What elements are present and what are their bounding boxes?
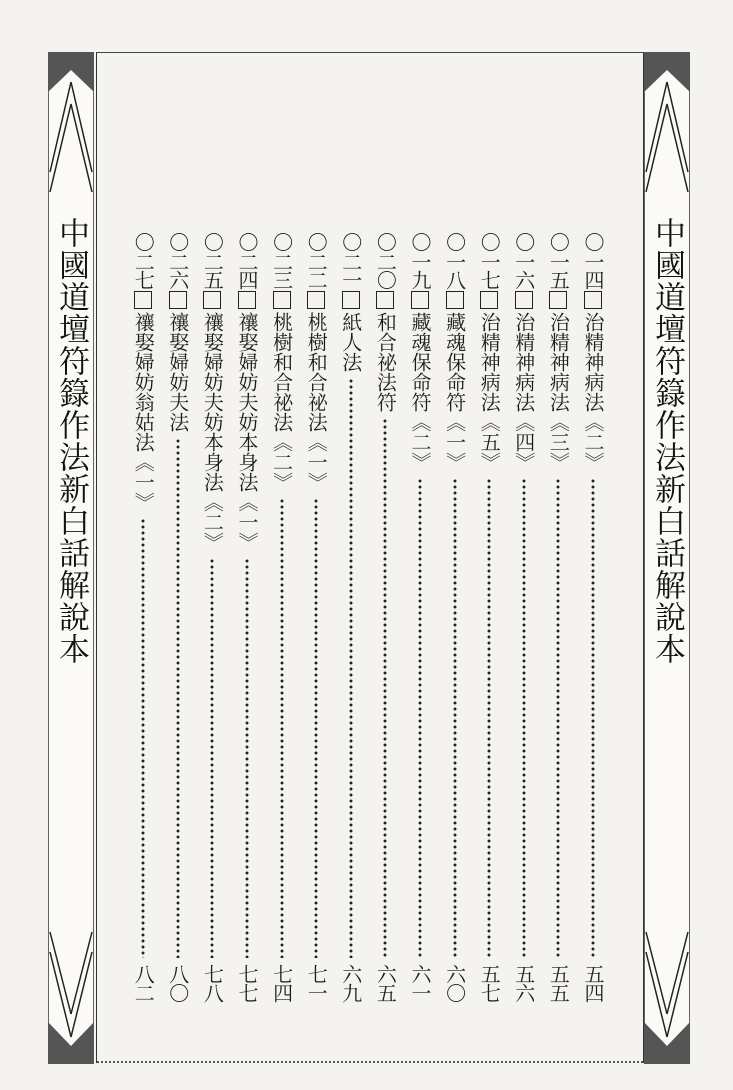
entry-page-number: 七四 bbox=[269, 964, 294, 1002]
toc-entry[interactable] bbox=[299, 232, 333, 1002]
entry-prefix-circle: 〇 bbox=[304, 232, 329, 252]
entry-title: 紙人法 bbox=[338, 312, 363, 372]
entry-prefix-circle: 〇 bbox=[442, 232, 467, 252]
entry-page-number: 六九 bbox=[338, 964, 363, 1002]
leader-dots bbox=[438, 478, 472, 958]
entry-prefix-circle: 〇 bbox=[200, 232, 225, 252]
entry-prefix-circle: 〇 bbox=[235, 232, 259, 252]
entry-number: 一七 bbox=[477, 252, 502, 288]
entry-separator-box bbox=[446, 291, 464, 309]
entry-number: 二五 bbox=[200, 252, 225, 288]
bottom-dotted-rule bbox=[97, 1061, 643, 1063]
toc-entry[interactable] bbox=[265, 232, 299, 1002]
leader-dots bbox=[230, 558, 264, 958]
toc-entry[interactable] bbox=[438, 232, 472, 1002]
entry-title: 桃樹和合祕法《二》 bbox=[269, 312, 294, 492]
leader-dots bbox=[507, 478, 541, 958]
toc-entry-row bbox=[541, 232, 575, 1002]
entry-separator-box bbox=[273, 291, 291, 309]
entry-prefix-circle: 〇 bbox=[477, 232, 502, 252]
entry-prefix-circle: 〇 bbox=[338, 232, 363, 252]
toc-entry[interactable] bbox=[334, 232, 368, 1002]
toc-entry[interactable] bbox=[403, 232, 437, 1002]
leader-dots bbox=[368, 418, 402, 958]
toc-entry[interactable] bbox=[541, 232, 575, 1002]
entry-separator-box bbox=[134, 291, 152, 309]
toc-entry-row bbox=[334, 232, 368, 1002]
entry-separator-box bbox=[584, 291, 602, 309]
toc-entry-row bbox=[507, 232, 541, 1002]
entry-prefix-circle: 〇 bbox=[131, 232, 156, 252]
entry-separator-box bbox=[307, 291, 325, 309]
entry-page-number: 六〇 bbox=[442, 964, 467, 1002]
entry-page-number: 八〇 bbox=[165, 964, 190, 1002]
entry-number: 一六 bbox=[511, 252, 536, 288]
toc-entry[interactable] bbox=[230, 232, 264, 1002]
left-band-title: 中國道壇符籙作法新白話解說本 bbox=[53, 217, 89, 665]
entry-separator-box bbox=[480, 291, 498, 309]
entry-title: 藏魂保命符《二》 bbox=[408, 312, 432, 472]
toc-entry-row bbox=[403, 232, 437, 1002]
toc-entry-row bbox=[230, 232, 264, 1002]
leader-dots bbox=[126, 518, 160, 958]
entry-number: 二一 bbox=[338, 252, 363, 288]
leader-dots bbox=[299, 498, 333, 958]
entry-prefix-circle: 〇 bbox=[511, 232, 536, 252]
entry-page-number: 五四 bbox=[581, 964, 605, 1002]
entry-title: 禳娶婦妨夫妨本身法《二》 bbox=[200, 312, 225, 552]
entry-separator-box bbox=[203, 291, 221, 309]
entry-separator-box bbox=[238, 291, 256, 309]
entry-page-number: 八二 bbox=[131, 964, 156, 1002]
entry-prefix-circle: 〇 bbox=[546, 232, 571, 252]
toc-entry-row bbox=[161, 232, 195, 1002]
entry-page-number: 五六 bbox=[511, 964, 536, 1002]
entry-title: 和合祕法符 bbox=[373, 312, 398, 412]
toc-entry-row bbox=[195, 232, 229, 1002]
entry-number: 二三 bbox=[269, 252, 294, 288]
entry-number: 一八 bbox=[442, 252, 467, 288]
entry-number: 二二 bbox=[304, 252, 329, 288]
toc-entry[interactable] bbox=[195, 232, 229, 1002]
entry-prefix-circle: 〇 bbox=[269, 232, 294, 252]
leader-dots bbox=[161, 438, 195, 958]
leader-dots bbox=[195, 558, 229, 958]
entry-number: 一九 bbox=[408, 252, 432, 288]
entry-title: 禳娶婦妨夫妨本身法《一》 bbox=[235, 312, 259, 552]
leader-dots bbox=[472, 478, 506, 958]
entry-separator-box bbox=[515, 291, 533, 309]
entry-number: 二六 bbox=[165, 252, 190, 288]
toc-entry-row bbox=[368, 232, 402, 1002]
toc-entry-row bbox=[576, 232, 610, 1002]
entry-number: 二七 bbox=[131, 252, 156, 288]
toc-entry[interactable] bbox=[472, 232, 506, 1002]
right-side-band bbox=[644, 52, 690, 1064]
entry-title: 治精神病法《二》 bbox=[581, 312, 605, 472]
entry-title: 禳娶婦妨夫法 bbox=[165, 312, 190, 432]
entry-separator-box bbox=[376, 291, 394, 309]
toc-entry[interactable] bbox=[576, 232, 610, 1002]
entry-prefix-circle: 〇 bbox=[408, 232, 432, 252]
table-of-contents bbox=[128, 232, 610, 1012]
entry-separator-box bbox=[411, 291, 429, 309]
toc-entry[interactable] bbox=[507, 232, 541, 1002]
entry-page-number: 七一 bbox=[304, 964, 329, 1002]
leader-dots bbox=[403, 478, 437, 958]
entry-prefix-circle: 〇 bbox=[165, 232, 190, 252]
left-side-band bbox=[48, 52, 94, 1064]
toc-entry[interactable] bbox=[161, 232, 195, 1002]
entry-page-number: 六一 bbox=[408, 964, 432, 1002]
leader-dots bbox=[576, 478, 610, 958]
entry-page-number: 七七 bbox=[235, 964, 259, 1002]
entry-separator-box bbox=[169, 291, 187, 309]
entry-prefix-circle: 〇 bbox=[581, 232, 605, 252]
toc-entry[interactable] bbox=[368, 232, 402, 1002]
entry-page-number: 五五 bbox=[546, 964, 571, 1002]
entry-number: 一五 bbox=[546, 252, 571, 288]
leader-dots bbox=[334, 378, 368, 958]
entry-page-number: 五七 bbox=[477, 964, 502, 1002]
entry-title: 治精神病法《五》 bbox=[477, 312, 502, 472]
toc-entry-row bbox=[126, 232, 160, 1002]
entry-separator-box bbox=[549, 291, 567, 309]
toc-entry-row bbox=[299, 232, 333, 1002]
toc-entry-row bbox=[265, 232, 299, 1002]
entry-title: 藏魂保命符《一》 bbox=[442, 312, 467, 472]
entry-title: 桃樹和合祕法《一》 bbox=[304, 312, 329, 492]
entry-title: 治精神病法《四》 bbox=[511, 312, 536, 472]
entry-title: 禳娶婦妨翁姑法《一》 bbox=[131, 312, 156, 512]
toc-entry-row bbox=[472, 232, 506, 1002]
leader-dots bbox=[541, 478, 575, 958]
right-band-title: 中國道壇符籙作法新白話解說本 bbox=[649, 217, 685, 665]
toc-entry-row bbox=[438, 232, 472, 1002]
toc-entry[interactable] bbox=[126, 232, 160, 1002]
leader-dots bbox=[265, 498, 299, 958]
entry-prefix-circle: 〇 bbox=[373, 232, 398, 252]
entry-number: 一四 bbox=[581, 252, 605, 288]
entry-title: 治精神病法《三》 bbox=[546, 312, 571, 472]
entry-separator-box bbox=[342, 291, 360, 309]
entry-number: 二四 bbox=[235, 252, 259, 288]
entry-page-number: 七八 bbox=[200, 964, 225, 1002]
entry-page-number: 六五 bbox=[373, 964, 398, 1002]
entry-number: 二〇 bbox=[373, 252, 398, 288]
